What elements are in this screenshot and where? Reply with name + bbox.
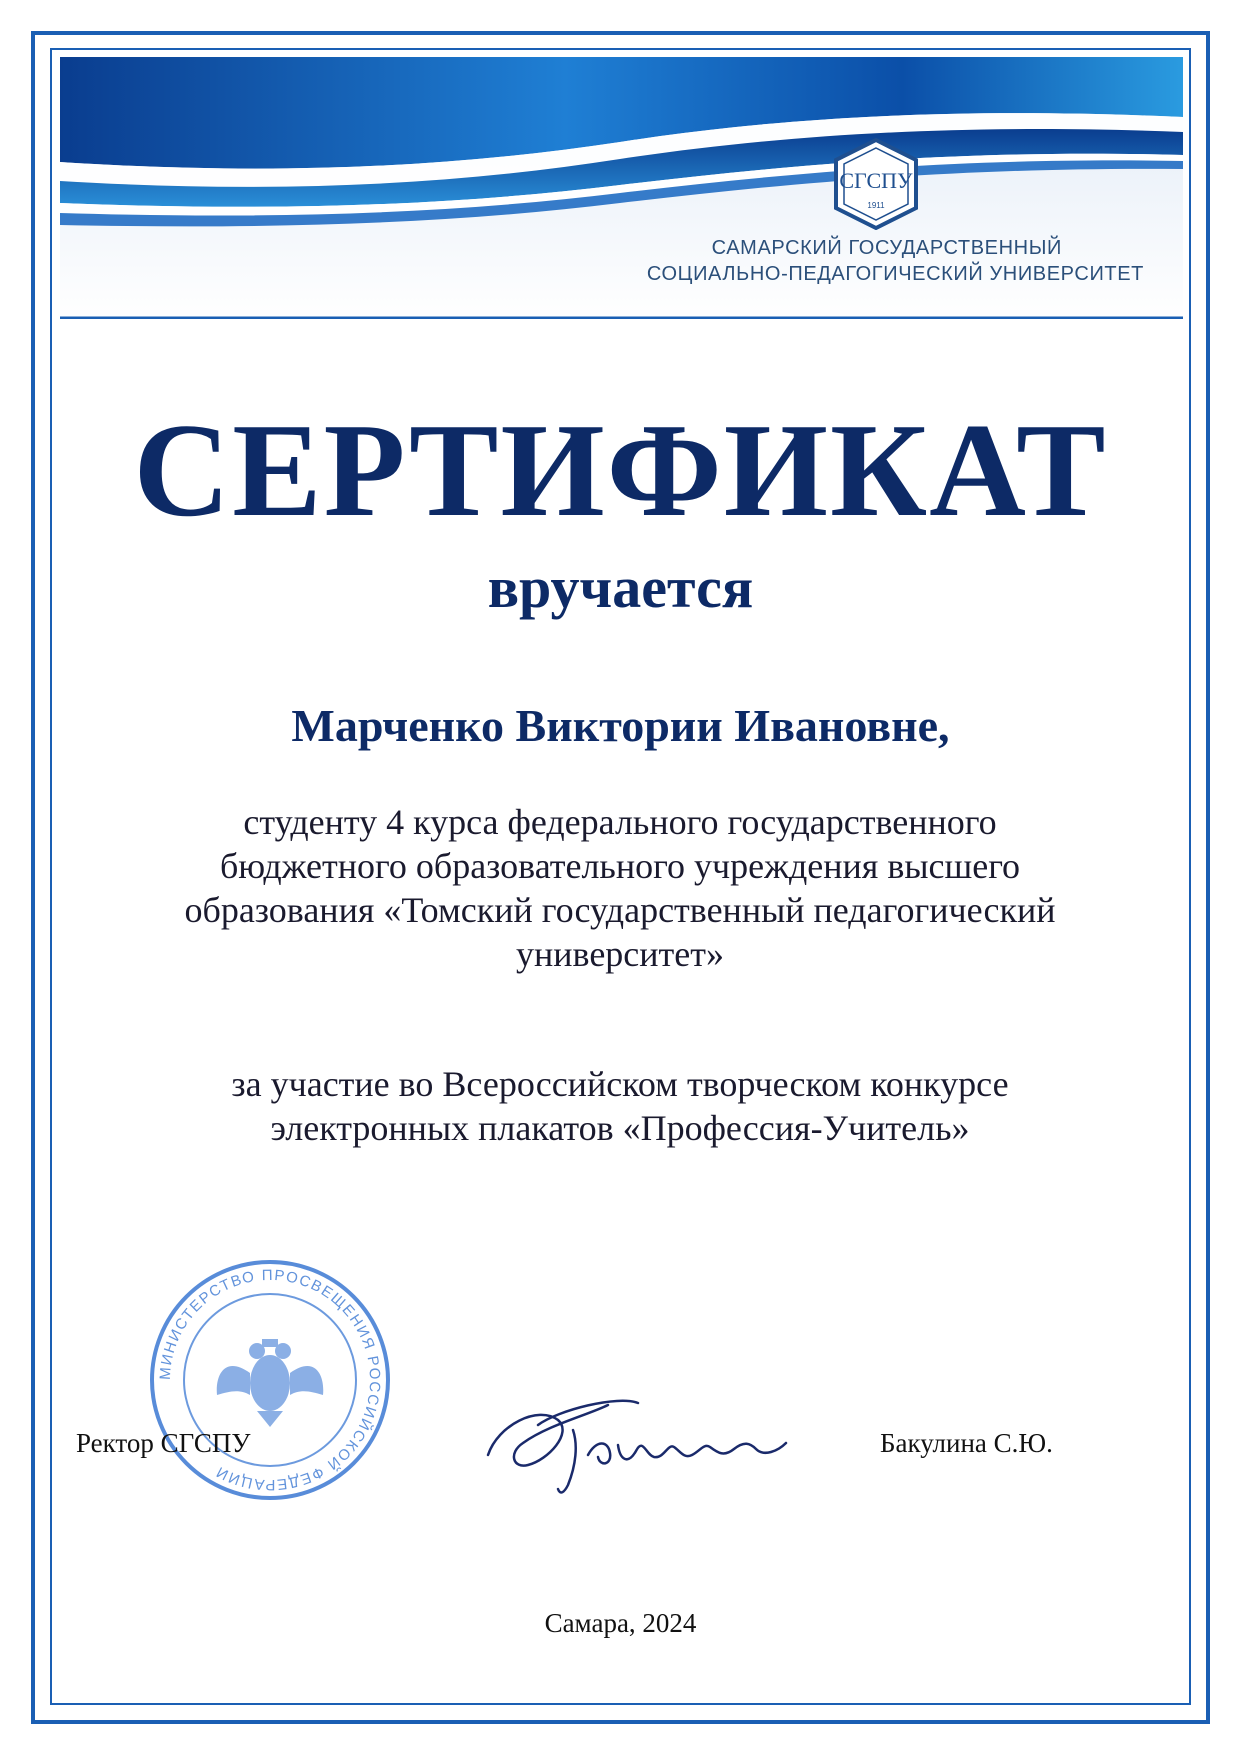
university-name	[560, 235, 1160, 287]
logo-text: СГСПУ	[839, 168, 913, 193]
official-stamp	[145, 1255, 395, 1505]
recipient-name: Марченко Виктории Ивановне,	[291, 700, 950, 751]
rector-label: Ректор СГСПУ	[76, 1428, 251, 1458]
university-logo	[832, 138, 920, 230]
eagle-emblem	[217, 1339, 323, 1427]
stamp-text: МИНИСТЕРСТВО ПРОСВЕЩЕНИЯ РОССИЙСКОЙ ФЕДЕРАЦИИ	[156, 1266, 384, 1494]
logo-year: 1911	[867, 201, 885, 210]
university-name-line1: САМАРСКИЙ ГОСУДАРСТВЕННЫЙ	[711, 237, 1062, 259]
description-line: бюджетного образовательного учреждения высшего	[219, 846, 1021, 886]
description-line: университет»	[516, 934, 724, 974]
place-and-date: Самара, 2024	[544, 1608, 697, 1638]
certificate-title: СЕРТИФИКАТ	[133, 396, 1108, 544]
description-line: студенту 4 курса федерального государственного	[243, 802, 997, 842]
description-line: образования «Томский государственный педагогический	[184, 890, 1056, 930]
certificate-subtitle: вручается	[487, 555, 754, 620]
handwritten-signature	[478, 1385, 818, 1505]
recipient-description	[80, 800, 1160, 976]
reason-line: за участие во Всероссийском творческом конкурсе	[231, 1064, 1009, 1104]
university-name-line2: СОЦИАЛЬНО-ПЕДАГОГИЧЕСКИЙ УНИВЕРСИТЕТ	[646, 263, 1144, 285]
reason-line: электронных плакатов «Профессия-Учитель»	[270, 1108, 970, 1148]
rector-name: Бакулина С.Ю.	[880, 1428, 1053, 1458]
award-reason	[80, 1062, 1160, 1150]
